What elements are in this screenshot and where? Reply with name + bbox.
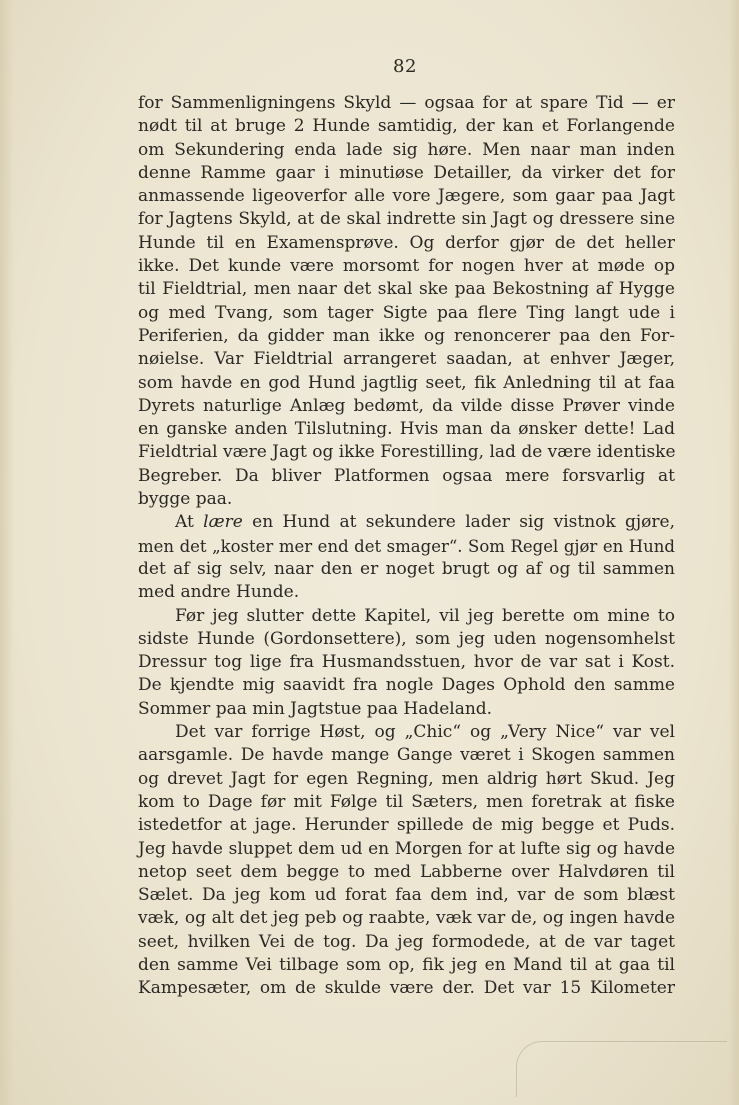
text-line-paragraph-start: Før jeg slutter dette Kapitel, vil jeg berette om mine to (175, 605, 675, 626)
text-line: netop seet dem begge to med Labberne over Halvdøren til (138, 861, 675, 882)
page-edge-right (729, 0, 739, 1105)
text-line: den samme Vei tilbage som op, fik jeg en Mand til at gaa til (138, 954, 675, 975)
text-line: Sælet. Da jeg kom ud forat faa dem ind, var de som blæst (138, 885, 675, 906)
page-edge-left (0, 0, 14, 1105)
page-number: 82 (393, 56, 417, 77)
text-line: til Fieldtrial, men naar det skal ske paa Bekostning af Hygge (138, 279, 675, 300)
text-line: en ganske anden Tilslutning. Hvis man da ønsker dette! Lad (138, 419, 675, 440)
text-line: som havde en god Hund jagtlig seet, fik Anledning til at faa (138, 372, 675, 393)
text-line: og drevet Jagt for egen Regning, men aldrig hørt Skud. Jeg (138, 768, 675, 789)
text-line: Kampesæter, om de skulde være der. Det var 15 Kilometer (138, 978, 675, 999)
text-line: væk, og alt det jeg peb og raabte, væk var de, og ingen havde (138, 908, 675, 929)
text-line: Jeg havde sluppet dem ud en Morgen for at lufte sig og havde (138, 838, 675, 859)
text-line: nødt til at bruge 2 Hunde samtidig, der kan et Forlangende (138, 116, 675, 137)
page-corner-crease (516, 1041, 727, 1097)
text-line: sidste Hunde (Gordonsettere), som jeg uden nogensomhelst (138, 628, 675, 649)
text-line: det af sig selv, naar den er noget brugt og af og til sammen (138, 558, 675, 579)
text-line: kom to Dage før mit Følge til Sæters, men foretrak at fiske (138, 791, 675, 812)
text-line: seet, hvilken Vei de tog. Da jeg formodede, at de var taget (138, 931, 675, 952)
emphasis-word: lære (203, 512, 243, 533)
text-line: De kjendte mig saavidt fra nogle Dages Ophold den samme (138, 675, 675, 696)
text-line: Dressur tog lige fra Husmandsstuen, hvor de var sat i Kost. (138, 652, 675, 673)
text-line: Periferien, da gidder man ikke og renoncerer paa den For- (138, 325, 675, 346)
text-line: nøielse. Var Fieldtrial arrangeret saadan, at enhver Jæger, (138, 349, 675, 370)
text-line: bygge paa. (138, 489, 233, 510)
text-line-paragraph-start: Det var forrige Høst, og „Chic“ og „Very Nice“ var vel (175, 722, 675, 743)
text-line: med andre Hunde. (138, 582, 300, 603)
text-line: men det „koster mer end det smager“. Som Regel gjør en Hund (138, 536, 675, 556)
text-line: Sommer paa min Jagtstue paa Hadeland. (138, 698, 493, 719)
text-line: for Sammenligningens Skyld — ogsaa for at spare Tid — er (138, 93, 675, 113)
text-line: Hunde til en Examensprøve. Og derfor gjør de det heller (138, 232, 675, 253)
text-fragment: At (175, 512, 204, 533)
text-line: for Jagtens Skyld, at de skal indrette sin Jagt og dressere sine (138, 209, 675, 230)
text-line: ikke. Det kunde være morsomt for nogen hver at møde op (138, 256, 675, 277)
text-line: om Sekundering enda lade sig høre. Men naar man inden (138, 139, 675, 160)
text-line: og med Tvang, som tager Sigte paa flere Ting langt ude i (138, 302, 675, 323)
text-line: Dyrets naturlige Anlæg bedømt, da vilde disse Prøver vinde (138, 395, 675, 416)
body-text (138, 92, 675, 1001)
text-line: Begreber. Da bliver Platformen ogsaa mere forsvarlig at (138, 465, 675, 486)
text-line: aarsgamle. De havde mange Gange været i Skogen sammen (138, 745, 675, 766)
text-line: istedetfor at jage. Herunder spillede de mig begge et Puds. (138, 815, 675, 836)
text-line: anmassende ligeoverfor alle vore Jægere, som gaar paa Jagt (138, 186, 675, 207)
text-line: denne Ramme gaar i minutiøse Detailler, da virker det for (138, 162, 675, 183)
text-line: Fieldtrial være Jagt og ikke Forestilling, lad de være identiske (138, 442, 676, 463)
text-fragment: en Hund at sekundere lader sig vistnok gjøre, (242, 512, 676, 533)
text-line-paragraph-start (138, 511, 675, 534)
